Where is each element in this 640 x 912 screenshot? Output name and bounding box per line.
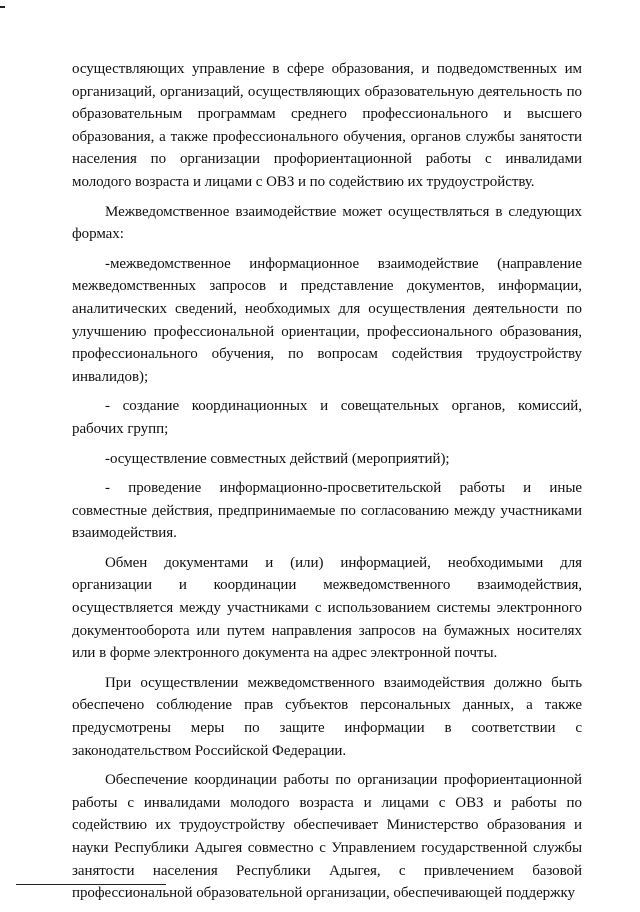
paragraph-2: Межведомственное взаимодействие может осуществляться в следующих формах: [72, 203, 582, 243]
scan-corner-mark [0, 6, 5, 8]
document-body [72, 58, 582, 912]
paragraph-3: -межведомственное информационное взаимодействие (направление межведомственных запросов и представление документов, информации, аналитических сведений, необходимых для осуществления деятельности по улучшению профессиональной ориентации, профессионального образования, профессионального обучения, по вопросам содействия трудоустройству инвалидов); [72, 255, 582, 385]
paragraph-8: При осуществлении межведомственного взаимодействия должно быть обеспечено соблюдение прав субъектов персональных данных, а также предусмотрены меры по защите информации в соответствии с законодательством Российской Федерации. [72, 674, 582, 759]
paragraph-5: -осуществление совместных действий (мероприятий); [105, 450, 450, 467]
paragraph-7: Обмен документами и (или) информацией, необходимыми для организации и координации межведомственного взаимодействия, осуществляется между участниками с использованием системы электронного документооборота или путем направления запросов на бумажных носителях или в форме электронного документа на адрес электронной почты. [72, 554, 582, 662]
paragraph-6: - проведение информационно-просветительской работы и иные совместные действия, предпринимаемые по согласованию между участниками взаимодействия. [72, 480, 582, 542]
paragraph-1: осуществляющих управление в сфере образования, и подведомственных им организаций, организаций, осуществляющих образовательную деятельность по образовательным программам среднего профессионального и высшего образования, а также профессионального обучения, органов службы занятости населения по организации профориентационной работы с инвалидами молодого возраста и лицами с ОВЗ и по содействию их трудоустройству. [72, 61, 582, 190]
paragraph-9: Обеспечение координации работы по организации профориентационной работы с инвалидами молодого возраста и лицами с ОВЗ и работы по содействию их трудоустройству обеспечивает Министерство образования и науки Республики Адыгея совместно с Управлением государственной службы занятости населения Республики Адыгея, с привлечением базовой профессиональной образовательной организации, обеспечивающей поддержку [72, 772, 582, 902]
paragraph-4: - создание координационных и совещательных органов, комиссий, рабочих групп; [72, 398, 582, 437]
footnote-separator [16, 884, 166, 885]
